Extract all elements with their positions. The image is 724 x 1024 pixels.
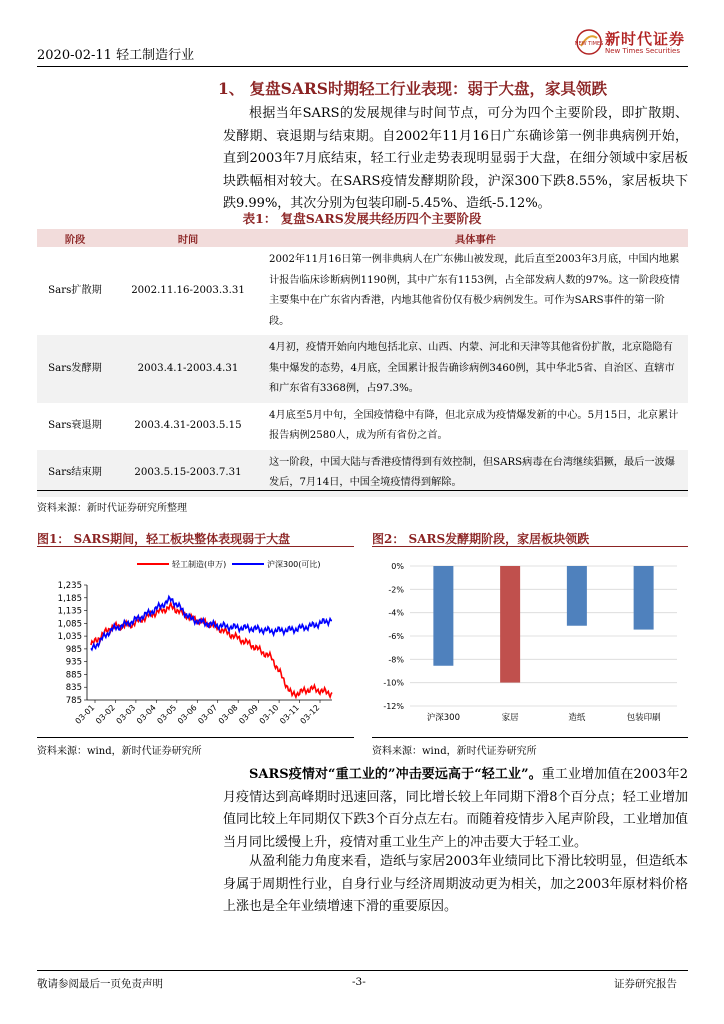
table-title: 表1： 复盘SARS发展共经历四个主要阶段 <box>242 211 482 226</box>
legend-label: 沪深300(可比) <box>267 560 321 569</box>
cell-time: 2003.5.15-2003.7.31 <box>113 450 263 497</box>
figure1-title: 图1： SARS期间，轻工板块整体表现弱于大盘 <box>37 532 291 546</box>
cell-time: 2003.4.31-2003.5.15 <box>134 419 242 431</box>
cell-time: 2003.4.1-2003.4.31 <box>113 335 263 403</box>
cell-stage: Sars结束期 <box>37 450 113 497</box>
footer-disclaimer: 敬请参阅最后一页免责声明 <box>37 978 163 990</box>
logo-cn: 新时代证券 <box>605 30 686 48</box>
cell-time: 2002.11.16-2003.3.31 <box>131 284 245 296</box>
figure1-source: 资料来源：wind，新时代证券研究所 <box>37 746 202 757</box>
x-tick-label: 造纸 <box>568 713 586 723</box>
cell-event: 4月初，疫情开始向内地包括北京、山西、内蒙、河北和天津等其他省份扩散，北京隐隐有集中爆发的态势，4月底，全国累计报告确诊病例3460例，其中华北5省、自治区、直辖市和广东省有3368例，占97.3%。 <box>263 335 688 403</box>
bar <box>500 566 520 683</box>
x-tick-label: 03-01 <box>73 703 97 726</box>
x-tick-label: 03-02 <box>94 703 117 726</box>
logo-mark-icon <box>575 28 603 56</box>
bar <box>634 566 654 630</box>
x-tick-label: 03-07 <box>196 703 220 726</box>
footer-divider <box>37 970 688 971</box>
header-divider <box>37 66 688 67</box>
logo-mark-text: NEW TIMES <box>575 41 603 47</box>
table-row <box>37 403 688 450</box>
table-row <box>37 247 688 335</box>
footer-report-type: 证券研究报告 <box>614 978 677 990</box>
x-tick-label: 03-09 <box>237 703 261 726</box>
header-date-industry: 2020-02-11 轻工制造行业 <box>37 48 195 63</box>
table-row <box>37 335 688 403</box>
paragraph-industry-impact <box>223 764 688 854</box>
y-tick-label: 1,235 <box>57 581 82 591</box>
series-line-1 <box>91 597 332 650</box>
section-title: 1、 复盘SARS时期轻工行业表现：弱于大盘，家具领跌 <box>218 79 607 98</box>
y-tick-label: 1,135 <box>57 606 82 617</box>
y-tick-label: 935 <box>65 657 82 668</box>
y-tick-label: -12% <box>383 702 404 711</box>
cell-stage: Sars衰退期 <box>48 419 102 431</box>
y-tick-label: 785 <box>65 696 82 706</box>
logo-en: New Times Securities <box>605 47 680 55</box>
y-tick-label: 885 <box>65 670 82 681</box>
cell-stage: Sars扩散期 <box>48 284 102 296</box>
paragraph-lead: SARS疫情对“重工业的”冲击要远高于“轻工业”。 <box>249 767 542 782</box>
y-tick-label: -2% <box>388 585 404 595</box>
y-tick-label: 1,085 <box>57 619 82 630</box>
cell-stage: Sars发酵期 <box>37 335 113 403</box>
x-tick-label: 03-06 <box>175 703 199 726</box>
series-line-0 <box>91 603 332 697</box>
header-time: 时间 <box>113 229 263 247</box>
x-tick-label: 03-04 <box>134 703 158 726</box>
sars-stage-table <box>37 229 688 497</box>
y-tick-label: -10% <box>383 678 404 688</box>
page-number: -3- <box>352 976 366 988</box>
y-tick-label: 985 <box>65 644 82 655</box>
header-stage: 阶段 <box>37 229 113 247</box>
x-tick-label: 03-05 <box>155 703 179 726</box>
cell-event: 2002年11月16日第一例非典病人在广东佛山被发现，此后直至2003年3月底，中国内地累计报告临床诊断病例1190例，其中广东有1153例，占全部发病人数的97%。这一阶段疫情主要集中在广东省内香港，内地其他省份仅有极少病例发生。可作为SARS事件的第一阶段。 <box>269 254 680 327</box>
figure1-bottom-rule <box>37 737 354 738</box>
y-tick-label: -6% <box>388 632 404 641</box>
paragraph-profitability: 从盈利能力角度来看，造纸与家居2003年业绩同比下滑比较明显，但造纸本身属于周期性行业，自身行业与经济周期波动更为相关，加之2003年原材料价格上涨也是全年业绩增速下滑的重要原因。 <box>223 854 688 914</box>
bar <box>433 566 453 666</box>
cell-event: 这一阶段，中国大陆与香港疫情得到有效控制，但SARS病毒在台湾继续猖獗，最后一波爆发后，7月14日，中国全境疫情得到解除。 <box>263 450 688 497</box>
x-tick-label: 03-11 <box>278 703 301 726</box>
y-tick-label: 835 <box>65 683 82 694</box>
bar <box>567 566 587 626</box>
header-event: 具体事件 <box>263 229 688 247</box>
bar-chart <box>372 550 688 735</box>
x-tick-label: 家居 <box>501 713 519 723</box>
table-bottom-rule <box>37 490 688 491</box>
legend-label: 轻工制造(申万) <box>172 560 227 569</box>
y-tick-label: 1,185 <box>57 593 82 604</box>
figure1-title-rule <box>37 546 354 547</box>
line-chart <box>37 550 354 735</box>
x-tick-label: 03-10 <box>257 703 281 726</box>
cell-event: 4月底至5月中旬，全国疫情稳中有降，但北京成为疫情爆发新的中心。5月15日，北京累计报告病例2580人，成为所有省份之首。 <box>269 409 679 441</box>
figure2-bottom-rule <box>372 737 688 738</box>
figure2-title-rule <box>372 546 688 547</box>
y-tick-label: -4% <box>388 608 404 618</box>
x-tick-label: 03-03 <box>114 703 138 726</box>
table-header-row <box>37 229 688 247</box>
x-tick-label: 沪深300 <box>426 713 460 723</box>
paragraph-body: 重工业增加值在2003年2月疫情达到高峰期时迅速回落，同比增长较上年同期下滑8个百分点；轻工业增加值同比较上年同期仅下跌3个百分点左右。而随着疫情步入尾声阶段，工业增加值当月同比缓慢上升，疫情对重工业生产上的冲击要大于轻工业。 <box>223 767 689 850</box>
x-tick-label: 包装印刷 <box>626 713 661 723</box>
y-tick-label: -8% <box>388 655 404 665</box>
company-logo <box>575 24 685 60</box>
x-tick-label: 03-12 <box>298 703 322 726</box>
figure2-title: 图2： SARS发酵期阶段，家居板块领跌 <box>372 532 590 546</box>
x-tick-label: 03-08 <box>216 703 240 726</box>
table-source: 资料来源：新时代证券研究所整理 <box>37 503 187 514</box>
figure2-source: 资料来源：wind，新时代证券研究所 <box>372 746 537 757</box>
y-tick-label: 0% <box>391 562 404 571</box>
section-paragraph: 根据当年SARS的发展规律与时间节点，可分为四个主要阶段，即扩散期、发酵期、衰退期与结束期。自2002年11月16日广东确诊第一例非典病例开始，直到2003年7月底结束，轻工行业走势表现明显弱于大盘，在细分领域中家居板块跌幅相对较大。在SARS疫情发酵期阶段，沪深300下跌8.55%，家居板块下跌9.99%，其次分别为包装印刷-5.45%、造纸-5.12%。 <box>223 106 688 211</box>
y-tick-label: 1,035 <box>57 632 82 643</box>
